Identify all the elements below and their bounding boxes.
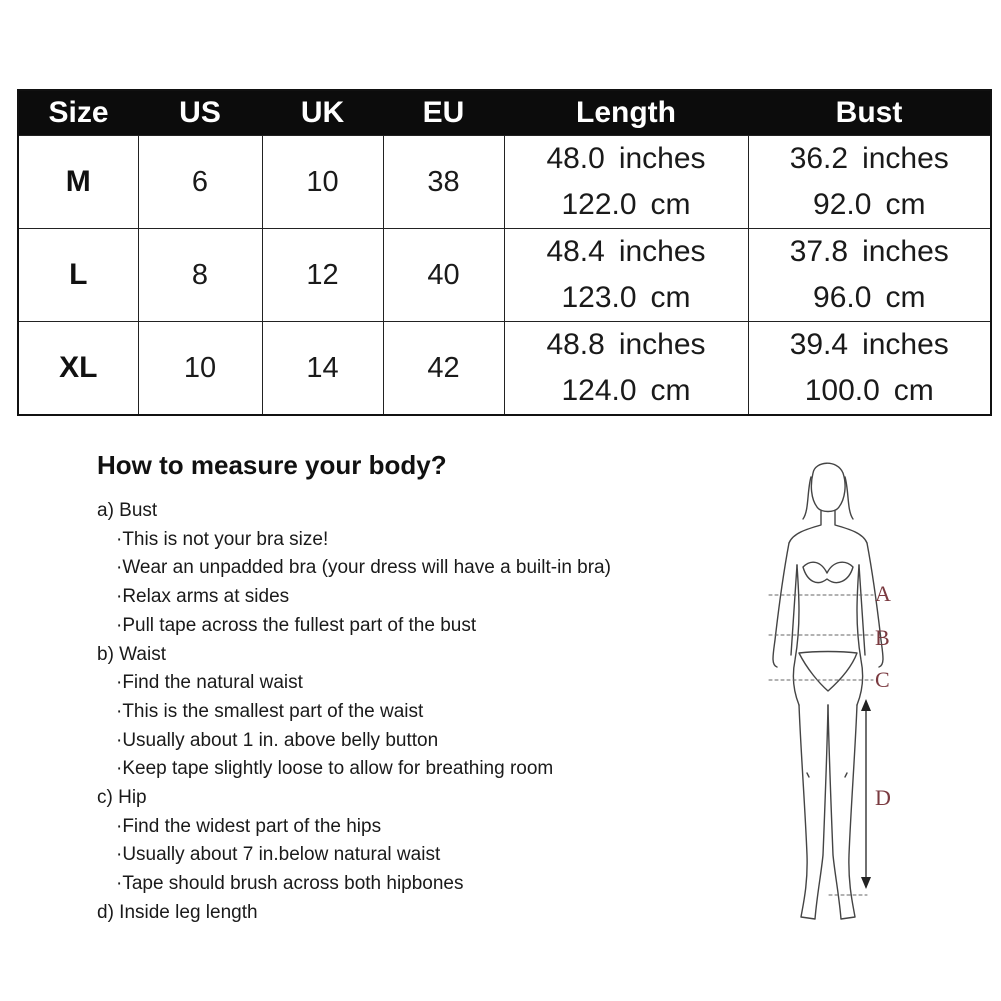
header-us: US xyxy=(138,90,262,136)
bust-inches xyxy=(749,322,991,368)
header-length: Length xyxy=(504,90,748,136)
measure-tip: ·Usually about 7 in.below natural waist xyxy=(116,844,441,866)
right-leg xyxy=(828,705,857,919)
length-inches-unit: inches xyxy=(618,142,706,175)
measure-guide-title: How to measure your body? xyxy=(97,450,447,480)
length-cell xyxy=(504,322,748,416)
length-cm-value: 124.0 xyxy=(561,374,637,407)
length-cm-value: 123.0 xyxy=(561,281,637,314)
measurement-lines xyxy=(769,595,873,895)
length-cm xyxy=(505,275,748,321)
bust-cell xyxy=(748,229,991,322)
torso-shape xyxy=(793,565,862,705)
measure-section-heading: c) Hip xyxy=(97,787,147,809)
length-cell xyxy=(504,136,748,229)
bust-cm-value: 96.0 xyxy=(813,281,872,314)
measure-tip: ·Keep tape slightly loose to allow for breathing room xyxy=(116,758,554,780)
arrow-up-icon xyxy=(861,699,871,711)
bust-cm-unit: cm xyxy=(885,281,926,314)
bust-cm-unit: cm xyxy=(893,374,934,407)
figure-label-d: D xyxy=(875,785,891,810)
size-cell: L xyxy=(18,229,138,322)
bust-cm xyxy=(749,182,991,228)
us-size-cell: 6 xyxy=(138,136,262,229)
bust-inches-unit: inches xyxy=(862,142,949,175)
length-inches xyxy=(505,229,748,275)
us-size-cell: 10 xyxy=(138,322,262,416)
measure-tip: ·Tape should brush across both hipbones xyxy=(116,873,464,895)
uk-size-cell: 10 xyxy=(262,136,383,229)
figure-label-b: B xyxy=(875,625,890,650)
bust-inches-unit: inches xyxy=(862,235,949,268)
size-cell: M xyxy=(18,136,138,229)
bust-cm-value: 100.0 xyxy=(804,374,880,407)
head-shape xyxy=(811,463,845,511)
bust-cm-unit: cm xyxy=(885,188,926,221)
length-cell xyxy=(504,229,748,322)
header-size: Size xyxy=(18,90,138,136)
bust-inches xyxy=(749,136,991,182)
briefs-shape xyxy=(799,652,857,692)
length-cm xyxy=(505,368,748,414)
left-leg xyxy=(799,705,828,919)
length-inches-value: 48.4 xyxy=(546,235,605,268)
length-inches-value: 48.0 xyxy=(546,142,605,175)
measure-tip: ·Find the natural waist xyxy=(116,672,303,694)
bust-inches-value: 37.8 xyxy=(789,235,849,268)
header-uk: UK xyxy=(262,90,383,136)
uk-size-cell: 12 xyxy=(262,229,383,322)
measure-section-heading: a) Bust xyxy=(97,500,158,521)
bust-cm xyxy=(749,368,991,414)
length-inches-unit: inches xyxy=(618,328,706,361)
us-size-cell: 8 xyxy=(138,229,262,322)
header-bust: Bust xyxy=(748,90,991,136)
measure-tip: ·Pull tape across the fullest part of the bust xyxy=(116,614,477,636)
length-cm-value: 122.0 xyxy=(561,188,637,221)
size-table-row xyxy=(18,229,991,322)
bust-inches-unit: inches xyxy=(862,328,949,361)
figure-label-c: C xyxy=(875,667,890,692)
length-cm xyxy=(505,182,748,228)
eu-size-cell: 42 xyxy=(383,322,504,416)
size-table-header-row xyxy=(18,90,991,136)
measure-tip: ·Usually about 1 in. above belly button xyxy=(116,729,439,751)
size-cell: XL xyxy=(18,322,138,416)
size-chart-table xyxy=(17,89,992,416)
measure-tip: ·Relax arms at sides xyxy=(116,586,290,608)
bust-cm xyxy=(749,275,991,321)
length-cm-unit: cm xyxy=(650,188,691,221)
measure-section-heading: b) Waist xyxy=(97,643,166,665)
eu-size-cell: 38 xyxy=(383,136,504,229)
outer-arms xyxy=(773,543,883,667)
measure-instructions xyxy=(97,497,757,928)
measure-tip: ·Wear an unpadded bra (your dress will have a built-in bra) xyxy=(116,557,611,579)
length-inches xyxy=(505,322,748,368)
inner-arms xyxy=(791,565,865,655)
measure-tip: ·This is not your bra size! xyxy=(116,528,329,550)
bust-inches xyxy=(749,229,991,275)
length-inches-value: 48.8 xyxy=(546,328,605,361)
bust-inches-value: 36.2 xyxy=(789,142,849,175)
measure-tip: ·This is the smallest part of the waist xyxy=(116,700,424,722)
measure-tip: ·Find the widest part of the hips xyxy=(116,815,382,837)
body-measurement-figure-icon xyxy=(755,455,905,935)
shoulders-shape xyxy=(789,511,867,543)
bust-inches-value: 39.4 xyxy=(789,328,849,361)
bust-cell xyxy=(748,322,991,416)
bra-shape xyxy=(803,562,853,582)
eu-size-cell: 40 xyxy=(383,229,504,322)
bust-cm-value: 92.0 xyxy=(813,188,872,221)
length-inches xyxy=(505,136,748,182)
length-cm-unit: cm xyxy=(650,281,691,314)
uk-size-cell: 14 xyxy=(262,322,383,416)
knee-marks xyxy=(807,773,847,777)
bust-cell xyxy=(748,136,991,229)
size-table-row xyxy=(18,136,991,229)
size-table-row xyxy=(18,322,991,416)
length-cm-unit: cm xyxy=(650,374,691,407)
header-eu: EU xyxy=(383,90,504,136)
length-inches-unit: inches xyxy=(618,235,706,268)
measure-section-heading: d) Inside leg length xyxy=(97,901,258,923)
figure-label-a: A xyxy=(875,581,891,606)
arrow-down-icon xyxy=(861,877,871,889)
